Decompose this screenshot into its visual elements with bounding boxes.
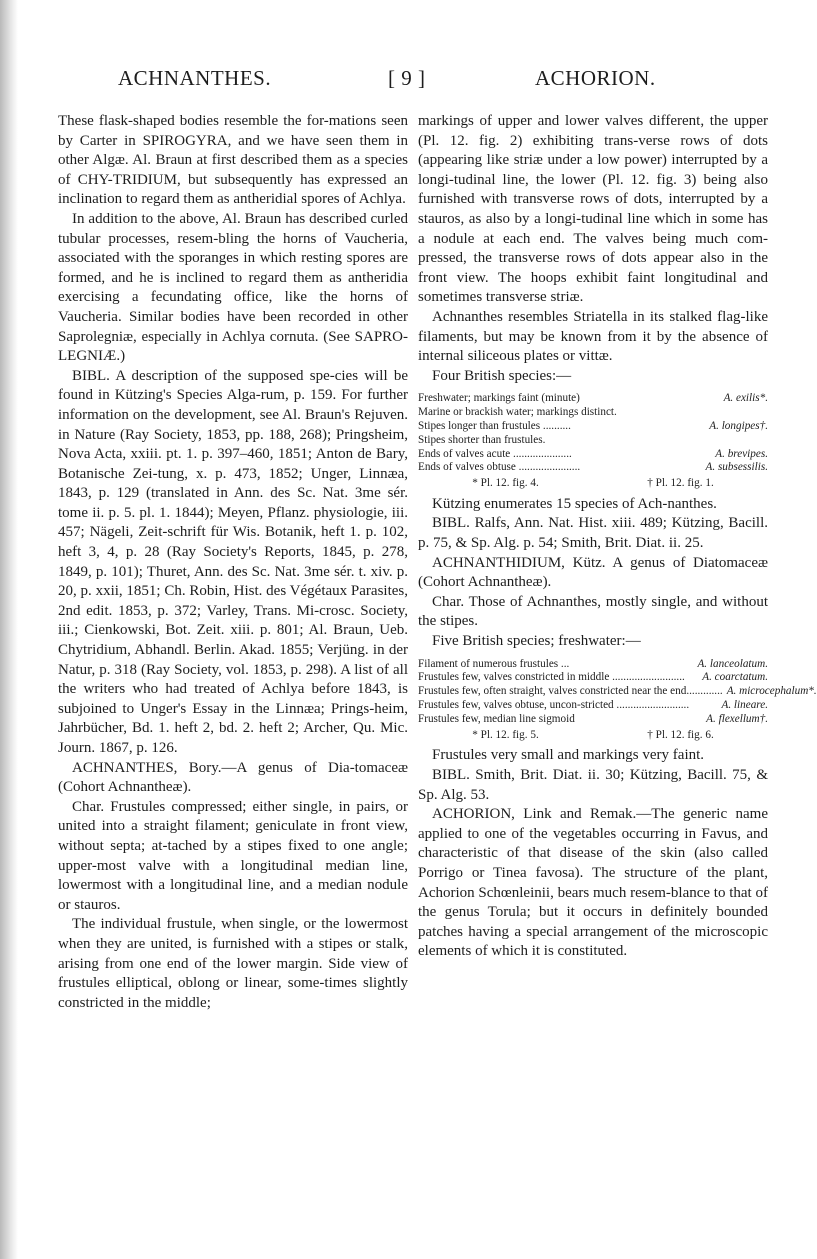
row-species [764,434,768,448]
row-species: A. subsessilis. [705,461,768,474]
figure-note: * Pl. 12. fig. 4. [472,477,539,490]
row-description: Stipes longer than frustules .......... [418,419,571,432]
row-species: A. longipes†. [709,419,768,432]
table-row [418,406,768,420]
row-description: Frustules few, valves obtuse, uncon-stricted .......................... [418,699,690,712]
row-species: A. microcephalum*. [726,685,817,698]
table-row [418,434,768,448]
paragraph: Four British species:— [432,367,572,384]
header-left-title: ACHNANTHES. [118,66,272,90]
species-key-table-1 [418,392,768,491]
row-species [764,406,768,420]
paragraph: ACHNANTHIDIUM, Kütz. A genus of Diatomaceæ (Cohort Achnantheæ). [418,554,768,591]
row-description: Marine or brackish water; markings distinct. [418,406,617,419]
table-row [418,392,768,406]
row-species: A. exilis*. [723,392,768,405]
paragraph: Char. Frustules compressed; either single, in pairs, or united into a straight filament; geniculate in front view, without septa; at-tached by a stipes fixed to one angle; upper-most valve with a longitudinal median line, lowermost with a longitudinal line, and a median nodule or stauros. [58,798,408,913]
row-description: Freshwater; markings faint (minute) [418,392,580,405]
table-row [418,448,768,462]
figure-references [418,729,768,743]
table-row [418,671,768,685]
paragraph: These flask-shaped bodies resemble the for-mations seen by Carter in SPIROGYRA, and we have seen them in other Algæ. Al. Braun at first described them as a species of CHY-TRIDIUM, but subsequently has expressed an inclination to regard them as antheridial spores of Achlya. [58,113,408,208]
row-description: Frustules few, often straight, valves constricted near the end............. [418,685,723,698]
paragraph: BIBL. A description of the supposed spe-cies will be found in Kützing's Species Alga-rum, p. 159. For further information on the development, see Al. Braun's Rejuven. in Nature (Ray Society, 1853, pp. 188, 268); Pringsheim, Nova Acta, xxiii. pt. 1. p. 397–460, 1851; Anton de Bary, Botanische Zei-tung, x. p. 473, 1852; Unger, Linnæa, 1843, p. 129 (translated in Ann. des Sc. Nat. 3me sér. tome ii. p. 5. pl. 1. 1844); Meyen, Pflanz. physiologie, iii. 457; Nägeli, Zeit-schrift für Wis. Botanik, heft 1. p. 102, heft 3, 4, p. 28 (Ray Society's Reports, 1845, p. 278, 1849, p. 101); Thuret, Ann. des Sc. Nat. 3me sér. t. xiv. p. 20, p. xxii, 1851; Ch. Robin, Hist. des Végétaux Parasites, 2nd edit. 1853, p. 372; Varley, Trans. Mi-crosc. Society, iii.; Cienkowski, Bot. Zeit. xiii. p. 801; Al. Braun, Ueb. Chytridium, Abhandl. Berlin. Akad. 1855; Verjüng. in der Natur, p. 318 (Ray Society, vol. 1853, p. 298). A list of all the writers who had treated of Achlya before 1843, is subjoined to Unger's Essay in the Linnæa; Prings-heim, Jahrbücher, Bd. 1. heft 2, bd. 2. heft 2; Archer, Qu. Mic. Journ. 1867, p. 126. [58,367,408,756]
table-row [418,713,768,727]
page-number: [ 9 ] [388,66,426,90]
table-row [418,685,817,699]
paragraph: Five British species; freshwater:— [432,633,641,650]
row-description: Frustules few, valves constricted in middle .......................... [418,671,685,684]
table-row [418,658,768,672]
left-column [58,112,408,1013]
paragraph: BIBL. Smith, Brit. Diat. ii. 30; Kützing, Bacill. 75, & Sp. Alg. 53. [418,767,768,803]
paragraph: ACHNANTHES, Bory.—A genus of Dia-tomaceæ (Cohort Achnantheæ). [58,759,408,796]
page-binding-shadow [0,0,18,1259]
running-header [0,66,800,96]
paragraph: The individual frustule, when single, or the lowermost when they are united, is furnished with a stipes or stalk, arising from one end of the lower margin. Side view of frustules elliptical, oblong or linear, some-times slightly constricted in the middle; [58,916,408,1011]
species-key-table-2 [418,657,817,743]
figure-note: † Pl. 12. fig. 6. [647,728,714,741]
figure-note: † Pl. 12. fig. 1. [647,477,714,490]
row-species: A. flexellum†. [706,712,768,725]
paragraph: Frustules very small and markings very faint. [432,747,705,764]
row-description: Ends of valves obtuse ...................... [418,461,581,474]
paragraph: In addition to the above, Al. Braun has described curled tubular processes, resem-bling the horns of Vaucheria, associated with the sporanges in which resting spores are formed, and he is inclined to regard them as antheridia exercising a fecundating office, like the horns of Vaucheria. Similar bodies have been recorded in other Saprolegniæ, especially in Achlya cornuta. (See SAPRO-LEGNIÆ.) [58,210,408,365]
paragraph: Achnanthes resembles Striatella in its stalked flag-like filaments, but may be known from it by the absence of internal siliceous plates or vittæ. [418,308,768,365]
paragraph: Kützing enumerates 15 species of Ach-nanthes. [432,495,717,512]
table-row [418,420,768,434]
row-species: A. brevipes. [715,447,768,460]
table-row [418,699,768,713]
row-description: Frustules few, median line sigmoid [418,712,575,725]
row-species: A. lineare. [721,699,768,712]
paragraph: ACHORION, Link and Remak.—The generic name applied to one of the vegetables occurring in Favus, and characteristic of that disease of the skin (also called Porrigo or Tinea favosa). The structure of the plant, Achorion Schœnleinii, bears much resem-blance to that of the genus Torula; but it occurs in definitely bounded patches having a special arrangement of the microscopic elements of which it is constituted. [418,806,768,960]
row-species: A. coarctatum. [702,671,768,684]
row-description: Stipes shorter than frustules. [418,433,546,446]
figure-references [418,477,768,491]
header-right-title: ACHORION. [535,66,656,90]
row-species: A. lanceolatum. [697,657,768,670]
paragraph: BIBL. Ralfs, Ann. Nat. Hist. xiii. 489; Kützing, Bacill. p. 75, & Sp. Alg. p. 54; Smith, Brit. Diat. ii. 25. [418,515,768,552]
figure-note: * Pl. 12. fig. 5. [472,728,539,741]
paragraph: markings of upper and lower valves different, the upper (Pl. 12. fig. 2) exhibiting trans-verse rows of dots (appearing like striæ under a low power) interrupted by a longi-tudinal line, the lower (Pl. 12. fig. 3) being also furnished with transverse rows of dots, interrupted by a stauros, as also by a longi-tudinal line which in some has a nodule at each end. The valves being much com-pressed, the transverse rows of dots appear also in the front view. The hoops exhibit faint longitudinal and sometimes transverse striæ. [418,113,768,306]
paragraph: Char. Those of Achnanthes, mostly single, and without the stipes. [418,593,768,630]
table-row [418,461,768,475]
row-description: Filament of numerous frustules ... [418,657,570,670]
row-description: Ends of valves acute ..................... [418,447,572,460]
right-column [418,112,817,962]
